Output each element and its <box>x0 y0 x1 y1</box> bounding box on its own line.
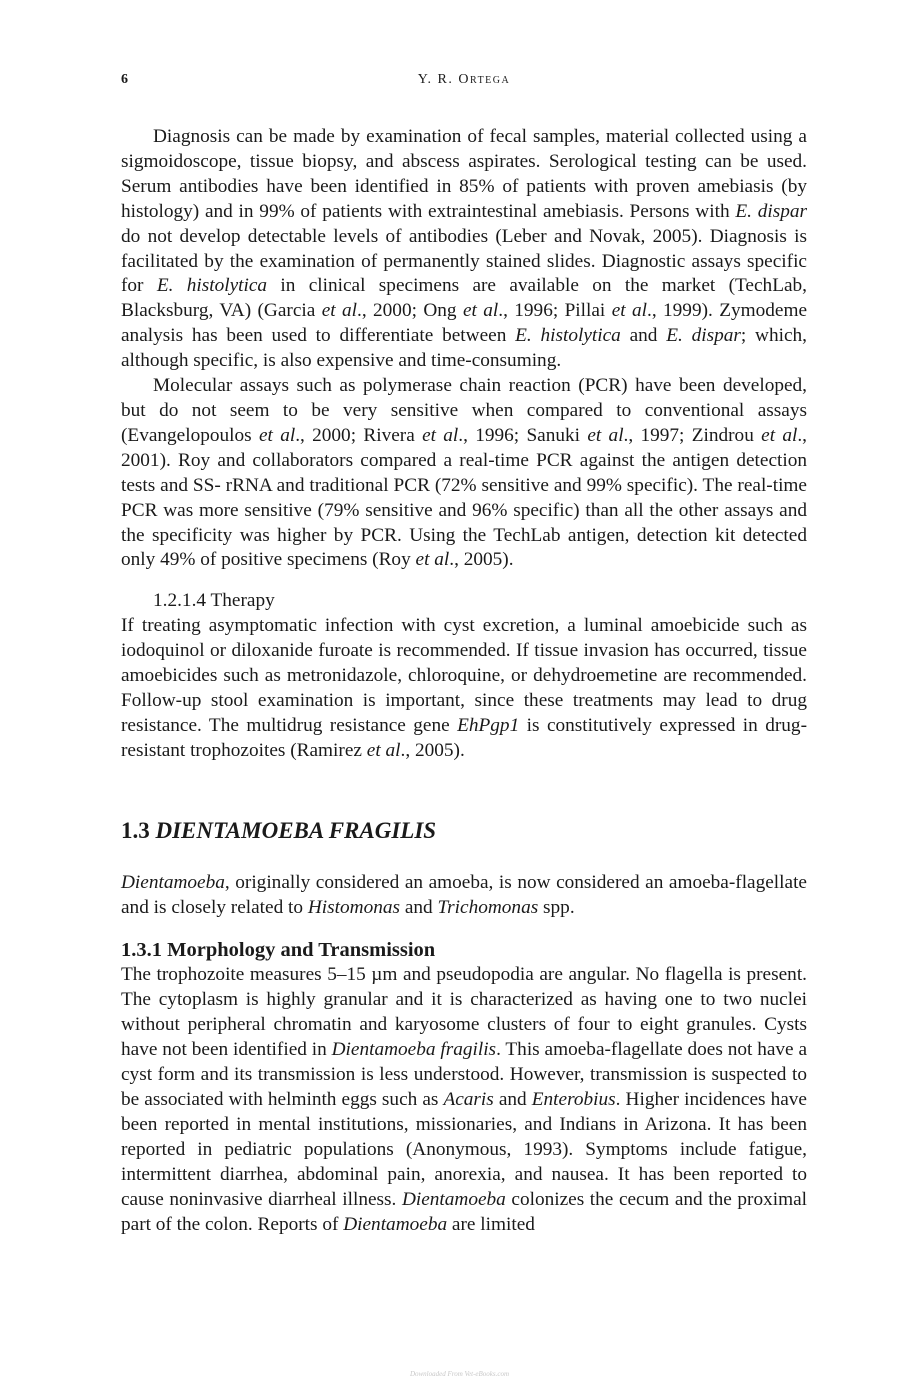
text-run: ., 1997; Zindrou <box>623 424 762 446</box>
citation-etal: et al <box>366 739 401 761</box>
text-run: ., 1999). Zymodeme analysis has been used to differentiate between <box>121 300 808 347</box>
text-run: , originally considered an amoeba, is now considered an amoeba-flagellate and is closely related to <box>121 871 807 918</box>
text-run: . This amoeba-flagellate does not have a cyst form and its transmission is less understood. However, transmission is suspected to be associated with helminth eggs such as <box>121 1039 808 1110</box>
citation-etal: et al <box>761 424 798 446</box>
gene-name: EhPgp1 <box>457 714 520 736</box>
text-run: spp. <box>538 896 575 918</box>
text-run: and <box>620 325 667 347</box>
text-run: ., 2001). Roy and collaborators compared a real-time PCR against the antigen detection tests and SS- rRNA and traditional PCR (72% sensitive and 99% specific). The real-time PCR was more sensitive (79% sensitive and 96% specific) than all the other assays and the specificity was higher by PCR. Using the TechLab antigen, detection kit detected only 49% of positive specimens (Roy <box>121 424 807 571</box>
text-run: and <box>493 1089 532 1110</box>
text-run: ., 2005). <box>400 739 465 761</box>
text-run: If treating asymptomatic infection with cyst excretion, a luminal amoebicide such as iodoquinol or diloxanide furoate is recommended. If tissue invasion has occurred, tissue amoebicides such as metronidazole, chloroquine, or dehydroemetine are recommended. Follow-up stool examination is important, since these treatments may lead to drug resistance. The multidrug resistance gene <box>121 615 807 736</box>
genus-name: Enterobius <box>531 1089 616 1110</box>
section-title: DIENTAMOEBA FRAGILIS <box>155 817 437 843</box>
genus-name: Dientamoeba <box>343 1213 448 1235</box>
text-run: is constitutively expressed in drug-resistant trophozoites (Ramirez <box>121 714 807 761</box>
genus-name: Histomonas <box>307 896 401 918</box>
genus-name: Dientamoeba <box>401 1188 506 1210</box>
section-intro-paragraph <box>121 871 807 921</box>
diagnosis-paragraph-2 <box>121 374 807 573</box>
text-run: Molecular assays such as polymerase chain reaction (PCR) have been developed, but do not seem to be very sensitive when compared to conventional assays (Evangelopoulos <box>121 375 807 446</box>
citation-etal: et al <box>415 549 450 571</box>
species-name: E. histolytica <box>156 275 268 297</box>
text-run: The trophozoite measures 5–15 µm and pseudopodia are angular. No flagella is present. The cytoplasm is highly granular and it is characterized as having one to two nuclei without peripheral chromatin and karyosome clusters of four to eight granules. Cysts have not been identified in <box>121 964 807 1061</box>
text-run: ., 2000; Rivera <box>295 424 423 446</box>
species-name: Dientamoeba fragilis <box>331 1039 497 1061</box>
citation-etal: et al <box>587 424 624 446</box>
section-number: 1.3 <box>121 817 150 843</box>
page-header <box>121 72 807 92</box>
citation-etal: et al <box>611 300 647 322</box>
genus-name: Dientamoeba <box>121 871 225 893</box>
text-run: ., 1996; Pillai <box>498 300 612 322</box>
morphology-paragraph <box>121 963 807 1237</box>
diagnosis-paragraph-1 <box>121 125 807 374</box>
text-run: ; which, although specific, is also expensive and time-consuming. <box>121 325 807 372</box>
therapy-heading: 1.2.1.4 Therapy <box>153 590 275 612</box>
genus-name: Trichomonas <box>437 896 539 918</box>
species-name: E. dispar <box>735 200 807 222</box>
citation-etal: et al <box>462 300 499 322</box>
text-run: . Higher incidences have been reported in mental institutions, missionaries, and Indians in Arizona. It has been reported in pediatric populations (Anonymous, 1993). Symptoms include fatigue, intermittent diarrhea, abdominal pain, anorexia, and nausea. It has been reported to cause noninvasive diarrheal illness. <box>121 1089 807 1210</box>
section-heading-1-3 <box>121 816 807 846</box>
therapy-paragraph <box>121 614 807 763</box>
text-run: in clinical specimens are available on the market (TechLab, Blacksburg, VA) (Garcia <box>121 275 807 322</box>
download-watermark: Downloaded From Vet-eBooks.com <box>409 1370 510 1378</box>
subsection-heading-1-3-1: 1.3.1 Morphology and Transmission <box>121 939 436 962</box>
text-run: ., 2005). <box>449 549 514 571</box>
page-number: 6 <box>121 72 128 87</box>
text-run: and <box>400 896 438 918</box>
text-run: Diagnosis can be made by examination of fecal samples, material collected using a sigmoidoscope, tissue biopsy, and abscess aspirates. Serological testing can be used. Serum antibodies have been identified in 85% of patients with proven amebiasis (by histology) and in 99% of patients with extraintestinal amebiasis. Persons with <box>121 126 807 222</box>
species-name: E. histolytica <box>515 325 621 347</box>
text-run: are limited <box>447 1213 535 1235</box>
text-run: colonizes the cecum and the proximal part of the colon. Reports of <box>121 1188 808 1235</box>
text-run: do not develop detectable levels of antibodies (Leber and Novak, 2005). Diagnosis is facilitated by the examination of permanently stained slides. Diagnostic assays specific for <box>121 225 807 297</box>
citation-etal: et al <box>422 424 459 446</box>
text-run: ., 2000; Ong <box>357 300 463 322</box>
citation-etal: et al <box>321 300 357 322</box>
running-head: Y. R. Ortega <box>417 72 511 87</box>
page-body <box>121 125 807 1237</box>
species-name: E. dispar <box>666 325 741 347</box>
citation-etal: et al <box>258 424 296 446</box>
text-run: ., 1996; Sanuki <box>458 424 588 446</box>
genus-name: Acaris <box>443 1089 494 1110</box>
